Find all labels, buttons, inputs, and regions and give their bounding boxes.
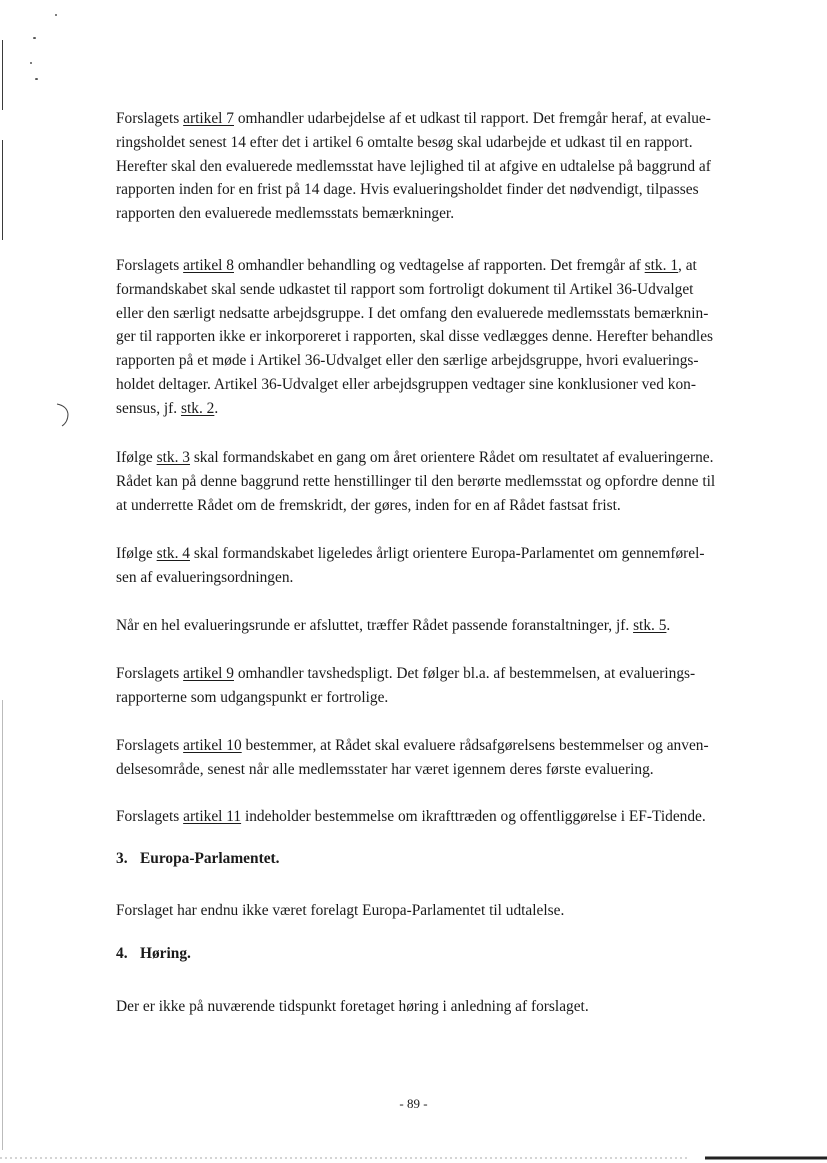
paragraph-article-9 — [116, 662, 766, 710]
text-line: rapporten inden for en frist på 14 dage. Hvis evalueringsholdet finder det nødvendigt, tilpasses — [116, 181, 699, 199]
paragraph-article-7 — [116, 107, 766, 226]
text-line: ger til rapporten ikke er inkorporeret i rapporten, skal disse vedlægges denne. Herefter behandles — [116, 328, 714, 346]
scan-speck — [55, 14, 57, 16]
text-line: Forslaget har endnu ikke været forelagt Europa-Parlamentet til udtalelse. — [116, 902, 565, 919]
text-line: Ifølge stk. 4 skal formandskabet ligeledes årligt orientere Europa-Parlamentet om gennemførel- — [116, 545, 705, 562]
article-10-reference: artikel 10 — [183, 737, 242, 754]
text-line: Rådet kan på denne baggrund rette henstillinger til den berørte medlemsstat og opfordre denne til — [116, 472, 716, 490]
section-number: 3. — [116, 850, 128, 867]
text-line: Ifølge stk. 3 skal formandskabet en gang om året orientere Rådet om resultatet af evalueringerne. — [116, 449, 714, 466]
scan-edge-line — [2, 40, 3, 110]
text-line: Forslagets artikel 10 bestemmer, at Rådet skal evaluere rådsafgørelsens bestemmelser og anven- — [116, 737, 709, 754]
scan-speck — [35, 78, 38, 80]
scan-speck — [33, 37, 36, 39]
text-line: holdet deltager. Artikel 36-Udvalget eller arbejdsgruppen vedtager sine konklusioner ved kon- — [116, 375, 696, 393]
text-line: ringsholdet senest 14 efter det i artikel 6 omtalte besøg skal udarbejde et udkast til en rapport. — [116, 133, 693, 151]
section-title: Europa-Parlamentet. — [140, 850, 280, 867]
section-heading-4 — [116, 945, 191, 963]
scan-speck — [30, 62, 32, 64]
text-line: Forslagets artikel 8 omhandler behandling og vedtagelse af rapporten. Det fremgår af stk. 1, at — [116, 257, 697, 274]
stk-3-reference: stk. 3 — [156, 449, 190, 466]
text-line: rapporten på et møde i Artikel 36-Udvalget eller den særlige arbejdsgruppe, hvori evaluerings- — [116, 352, 699, 370]
text-line: rapporten den evaluerede medlemsstats bemærkninger. — [116, 205, 455, 223]
paragraph-stk-5 — [116, 614, 766, 638]
paragraph-stk-3 — [116, 446, 766, 517]
text-line: Herefter skal den evaluerede medlemsstat have lejlighed til at afgive en udtalelse på baggrund af — [116, 157, 711, 175]
paragraph-article-11 — [116, 805, 766, 829]
text-line: Der er ikke på nuværende tidspunkt foretaget høring i anledning af forslaget. — [116, 998, 589, 1015]
scan-mark — [56, 402, 70, 428]
scan-edge-line — [2, 140, 3, 240]
paragraph-stk-4 — [116, 542, 766, 590]
paragraph-consultation — [116, 995, 766, 1019]
section-number: 4. — [116, 945, 128, 962]
paragraph-parliament — [116, 899, 766, 923]
text-line: delsesområde, senest når alle medlemsstater har været igennem deres første evaluering. — [116, 760, 654, 778]
text-line: Forslagets artikel 9 omhandler tavshedspligt. Det følger bl.a. af bestemmelsen, at evaluerings- — [116, 665, 696, 682]
text-line: rapporterne som udgangspunkt er fortrolige. — [116, 688, 389, 706]
section-heading-3 — [116, 850, 280, 868]
text-line: Forslagets artikel 11 indeholder bestemmelse om ikrafttræden og offentliggørelse i EF-Tidende. — [116, 808, 706, 825]
article-7-reference: artikel 7 — [183, 110, 234, 127]
section-title: Høring. — [140, 945, 191, 962]
text-line: eller den særligt nedsatte arbejdsgruppe. I det omfang den evaluerede medlemsstats bemærknin- — [116, 304, 709, 322]
stk-1-reference: stk. 1 — [644, 257, 679, 274]
paragraph-article-10 — [116, 734, 766, 782]
page-number: - 89 - — [399, 1096, 428, 1111]
text-line: sensus, jf. stk. 2. — [116, 399, 219, 417]
text-line: formandskabet skal sende udkastet til rapport som fortroligt dokument til Artikel 36-Udvalget — [116, 280, 694, 298]
paragraph-article-8 — [116, 254, 766, 421]
stk-4-reference: stk. 4 — [156, 545, 190, 562]
article-8-reference: artikel 8 — [183, 257, 234, 274]
scan-edge-line — [2, 700, 3, 1150]
text-line: sen af evalueringsordningen. — [116, 568, 294, 586]
stk-5-reference: stk. 5 — [633, 617, 667, 634]
stk-2-reference: stk. 2 — [180, 399, 215, 417]
article-9-reference: artikel 9 — [183, 665, 234, 682]
text-line: Når en hel evalueringsrunde er afsluttet, træffer Rådet passende foranstaltninger, jf. stk. 5. — [116, 617, 671, 634]
text-line: Forslagets artikel 7 omhandler udarbejdelse af et udkast til rapport. Det fremgår heraf, at evalue- — [116, 110, 711, 127]
scan-edge-noise — [0, 1155, 827, 1160]
article-11-reference: artikel 11 — [183, 808, 242, 825]
text-line: at underrette Rådet om de fremskridt, der gøres, inden for en af Rådet fastsat frist. — [116, 496, 621, 514]
